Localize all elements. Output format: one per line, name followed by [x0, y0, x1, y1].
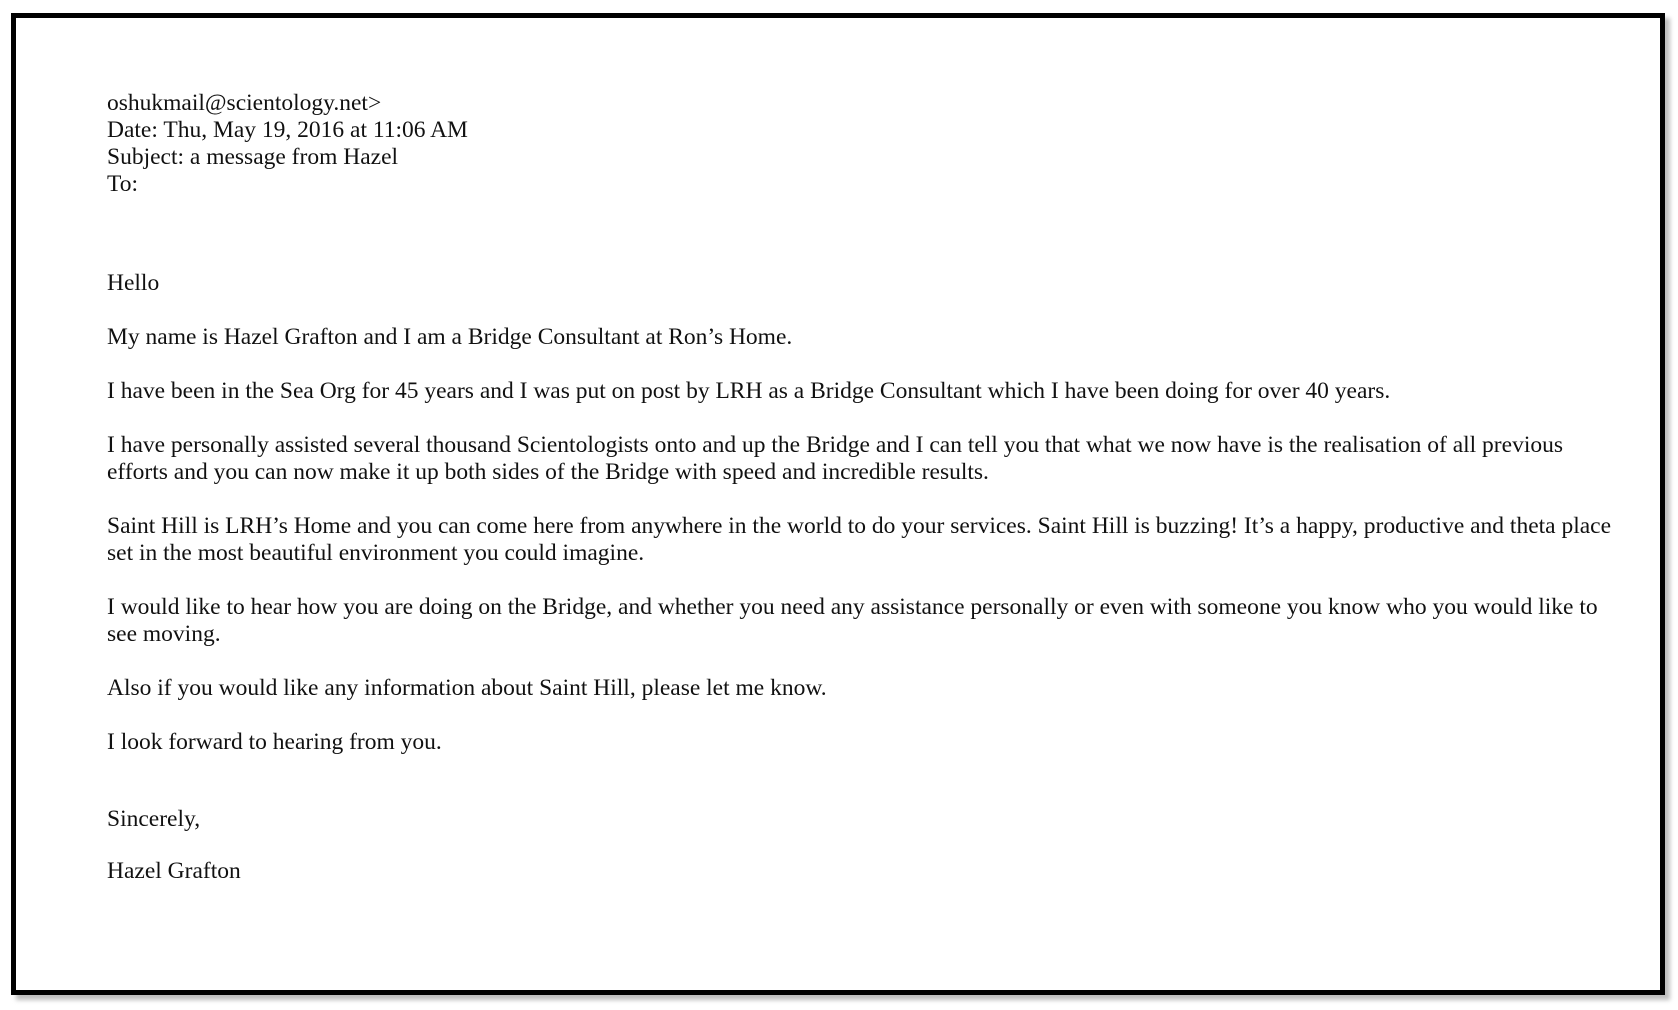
closing: Sincerely, [107, 806, 201, 832]
body-paragraph-4: Saint Hill is LRH’s Home and you can come here from anywhere in the world to do your services. Saint Hill is buzzing! It’s a happy, productive and theta place set in the most beautiful environment you could imagine. [107, 513, 1612, 566]
body-paragraph-6: Also if you would like any information about Saint Hill, please let me know. [107, 675, 827, 701]
email-content [107, 90, 1627, 912]
greeting: Hello [107, 270, 160, 296]
from-line: oshukmail@scientology.net> [107, 90, 382, 116]
email-body [107, 270, 1627, 885]
body-paragraph-1: My name is Hazel Grafton and I am a Bridge Consultant at Ron’s Home. [107, 324, 793, 350]
subject-line: Subject: a message from Hazel [107, 144, 399, 170]
email-header [107, 90, 1627, 198]
body-paragraph-2: I have been in the Sea Org for 45 years and I was put on post by LRH as a Bridge Consultant which I have been doing for over 40 years. [107, 378, 1391, 404]
body-paragraph-7: I look forward to hearing from you. [107, 729, 442, 755]
to-line: To: [107, 171, 138, 197]
body-paragraph-5: I would like to hear how you are doing on the Bridge, and whether you need any assistance personally or even with someone you know who you would like to see moving. [107, 594, 1598, 647]
body-paragraph-3: I have personally assisted several thousand Scientologists onto and up the Bridge and I can tell you that what we now have is the realisation of all previous efforts and you can now make it up both sides of the Bridge with speed and incredible results. [107, 432, 1563, 485]
signature: Hazel Grafton [107, 858, 241, 884]
date-line: Date: Thu, May 19, 2016 at 11:06 AM [107, 117, 468, 143]
